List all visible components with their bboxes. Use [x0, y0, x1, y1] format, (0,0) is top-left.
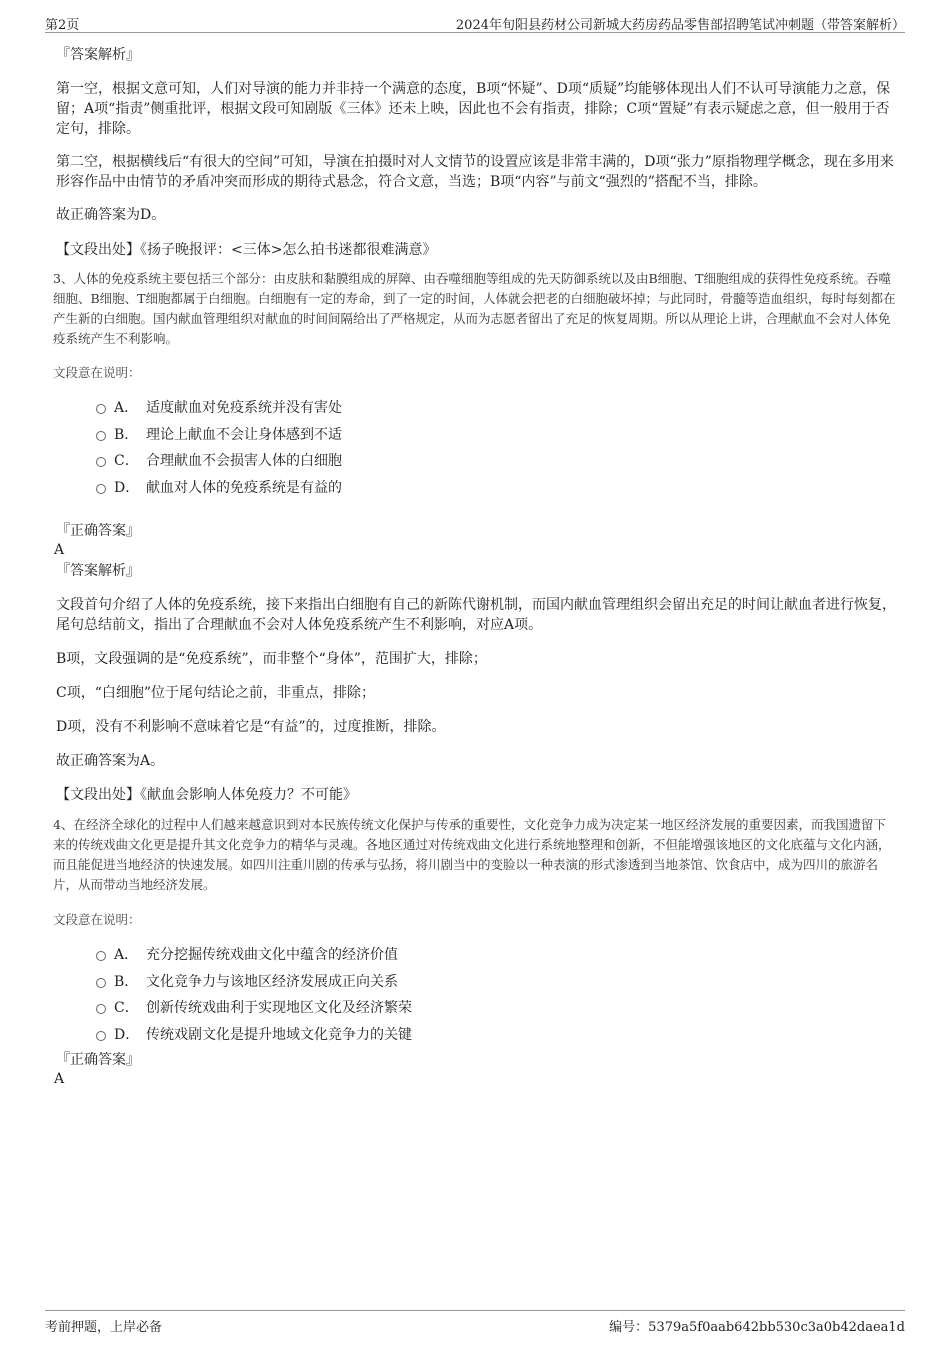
radio-button[interactable] [96, 484, 106, 494]
radio-button[interactable] [96, 404, 106, 414]
q3-option-d[interactable]: D． 献血对人体的免疫系统是有益的 [96, 475, 896, 502]
q3-analysis-p2: B项，文段强调的是“免疫系统”，而非整个“身体”，范围扩大，排除； [56, 651, 487, 667]
q3-answer-label: 『正确答案』 [56, 523, 140, 539]
q3-analysis-label: 『答案解析』 [56, 563, 140, 579]
q3-answer: A [54, 542, 65, 558]
q3-option-b[interactable]: B． 理论上献血不会让身体感到不适 [96, 422, 896, 449]
q4-answer-label: 『正确答案』 [56, 1052, 140, 1068]
q3-source: 【文段出处】《献血会影响人体免疫力？不可能》 [56, 787, 357, 803]
q3-option-a[interactable]: A． 适度献血对免疫系统并没有害处 [96, 395, 896, 422]
page-header [45, 12, 905, 33]
q3-stem: 3、人体的免疫系统主要包括三个部分：由皮肤和黏膜组成的屏障、由吞噬细胞等组成的先天防御系统以及由B细胞、T细胞组成的获得性免疫系统。吞噬细胞、B细胞、T细胞都属于白细胞。白细胞有一定的寿命，到了一定的时间，人体就会把老的白细胞破坏掉；与此同时，骨髓等造血组织，每时每刻都在产生新的白细胞。国内献血管理组织对献血的时间间隔给出了严格规定，从而为志愿者留出了充足的恢复周期。所以从理论上讲，合理献血不会对人体免疫系统产生不利影响。 [53, 271, 896, 346]
radio-button[interactable] [96, 457, 106, 467]
q3-options [96, 395, 896, 501]
q2-analysis-p1: 第一空，根据文意可知，人们对导演的能力并非持一个满意的态度，B项“怀疑”、D项“质疑”均能够体现出人们不认可导演能力之意，保留；A项“指责”侧重批评，根据文段可知剧版《三体》还未上映，因此也不会有指责，排除；C项“置疑”有表示疑虑之意，但一般用于否定句，排除。 [56, 81, 891, 137]
page-number: 第2页 [45, 18, 80, 33]
document-title: 2024年旬阳县药材公司新城大药房药品零售部招聘笔试冲刺题（带答案解析） [455, 18, 905, 33]
footer-slogan: 考前押题，上岸必备 [45, 1320, 163, 1335]
q4-stem: 4、在经济全球化的过程中人们越来越意识到对本民族传统文化保护与传承的重要性，文化竞争力成为决定某一地区经济发展的重要因素，而我国遗留下来的传统戏曲文化更是提升其文化竞争力的精华与灵魂。各地区通过对传统戏曲文化进行系统地整理和创新，不但能增强该地区的文化底蕴与文化内涵，而且能促进当地经济的快速发展。如四川注重川剧的传承与弘扬，将川剧当中的变脸以一种表演的形式渗透到当地茶馆、饮食店中，成为四川的旅游名片，从而带动当地经济发展。 [53, 817, 891, 892]
q3-prompt: 文段意在说明： [53, 365, 141, 380]
q4-answer: A [54, 1071, 65, 1087]
radio-button[interactable] [96, 1004, 106, 1014]
q2-analysis-label: 『答案解析』 [56, 47, 140, 63]
page-content [53, 45, 896, 1088]
q2-source: 【文段出处】《扬子晚报评：<三体>怎么拍书迷都很难满意》 [56, 242, 437, 258]
q4-options [96, 942, 896, 1048]
radio-button[interactable] [96, 431, 106, 441]
document-id: 编号：5379a5f0aab642bb530c3a0b42daea1d [609, 1320, 905, 1335]
q3-analysis-p1: 文段首句介绍了人体的免疫系统，接下来指出白细胞有自己的新陈代谢机制，而国内献血管理组织会留出充足的时间让献血者进行恢复，尾句总结前文，指出了合理献血不会对人体免疫系统产生不利影响，对应A项。 [56, 597, 896, 633]
q3-conclusion: 故正确答案为A。 [56, 753, 165, 769]
q4-option-b[interactable]: B． 文化竞争力与该地区经济发展成正向关系 [96, 969, 896, 996]
page-footer [45, 1310, 905, 1335]
q3-analysis-p4: D项，没有不利影响不意味着它是“有益”的，过度推断，排除。 [56, 719, 446, 735]
q4-option-d[interactable]: D． 传统戏剧文化是提升地域文化竞争力的关键 [96, 1022, 896, 1049]
q4-prompt: 文段意在说明： [53, 912, 141, 927]
radio-button[interactable] [96, 951, 106, 961]
q2-analysis-p2: 第二空，根据横线后“有很大的空间”可知，导演在拍摄时对人文情节的设置应该是非常丰满的，D项“张力”原指物理学概念，现在多用来形容作品中由情节的矛盾冲突而形成的期待式悬念，符合文意，当选；B项“内容”与前文“强烈的”搭配不当，排除。 [56, 154, 894, 190]
radio-button[interactable] [96, 1031, 106, 1041]
q3-option-c[interactable]: C． 合理献血不会损害人体的白细胞 [96, 448, 896, 475]
q3-analysis-p3: C项，“白细胞”位于尾句结论之前，非重点，排除； [56, 685, 376, 701]
radio-button[interactable] [96, 978, 106, 988]
q2-conclusion: 故正确答案为D。 [56, 207, 166, 223]
q4-option-a[interactable]: A． 充分挖掘传统戏曲文化中蕴含的经济价值 [96, 942, 896, 969]
q4-option-c[interactable]: C． 创新传统戏曲利于实现地区文化及经济繁荣 [96, 995, 896, 1022]
